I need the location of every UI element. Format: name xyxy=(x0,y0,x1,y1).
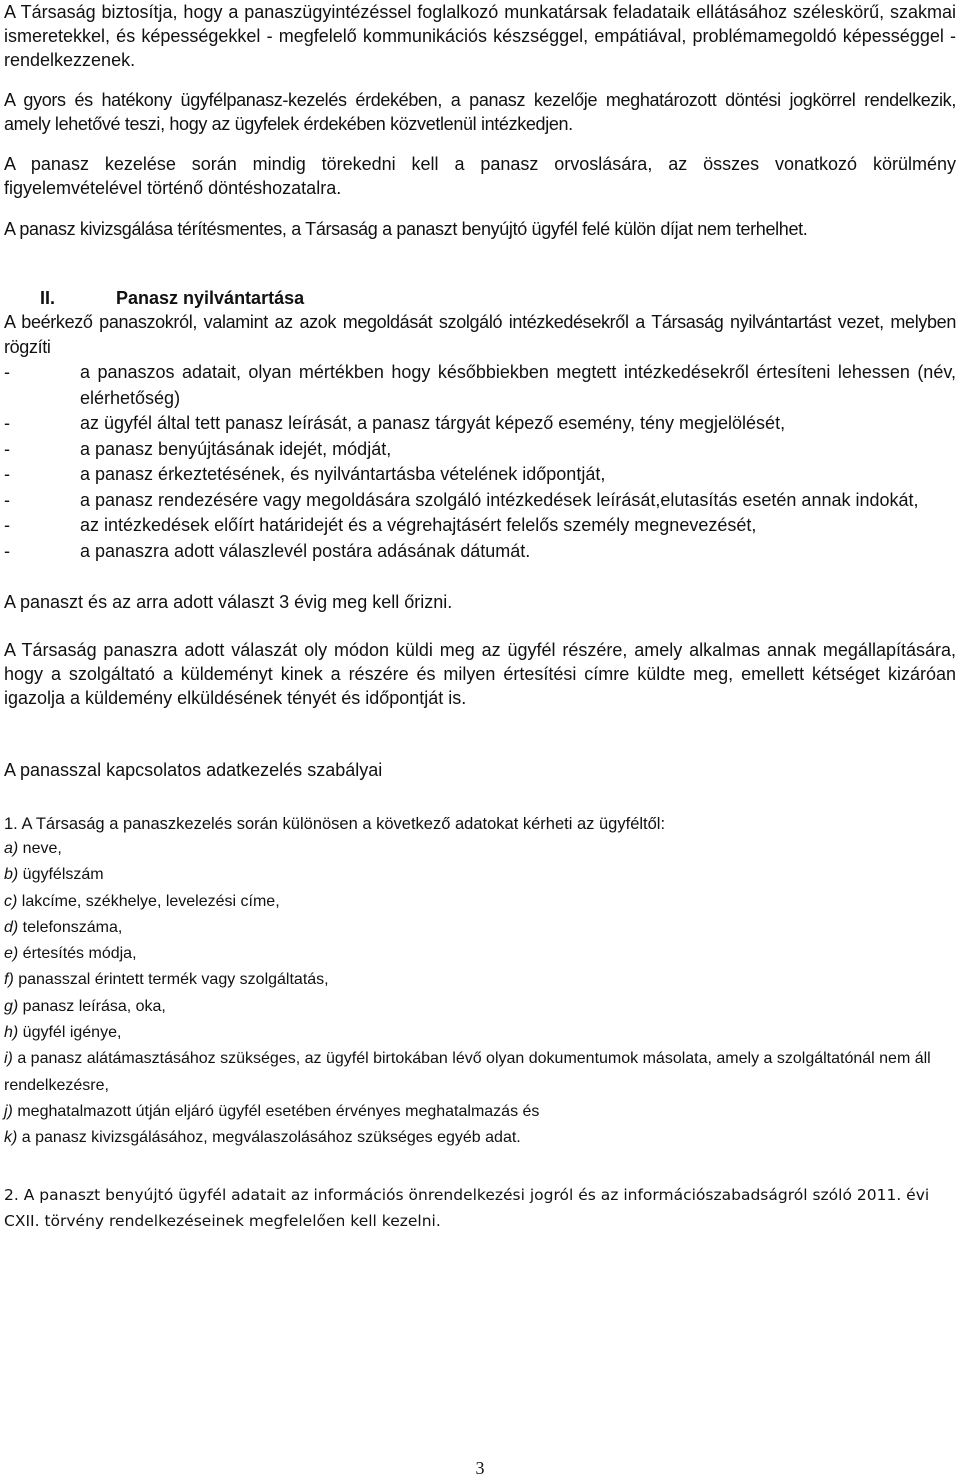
list-item: f) panasszal érintett termék vagy szolgáltatás, xyxy=(4,971,329,989)
list-item: - a panasz benyújtásának idejét, módját, xyxy=(4,438,392,459)
list-item: k) a panasz kivizsgálásához, megválaszolásához szükséges egyéb adat. xyxy=(4,1129,521,1147)
paragraph-point-2: 2. A panaszt benyújtó ügyfél adatait az információs önrendelkezési jogról és az információszabadságról szóló 2011. évi CXII. törvény rendelkezéseinek megfelelően kell kezelni. xyxy=(4,1185,930,1230)
paragraph-delivery: A Társaság panaszra adott válaszát oly módon küldi meg az ügyfél részére, amely alkalmas annak megállapítására, hogy a szolgáltató a küldeményt kinek a részére és milyen értesítési címre küldte meg, emellett kétséget kizáróan igazolja a küldemény elküldésének tényét és időpontját is. xyxy=(4,640,956,708)
data-items-list xyxy=(4,836,956,1152)
paragraph-complaint-remedy: A panasz kezelése során mindig törekedni kell a panasz orvoslására, az összes vonatkozó körülmény figyelemvételével történő döntéshozatalra. xyxy=(4,154,956,198)
section-title: Panasz nyilvántartása xyxy=(116,288,305,308)
list-item: - az intézkedések előírt határidejét és a végrehajtásért felelős személy megnevezését, xyxy=(4,515,757,535)
list-item: b) ügyfélszám xyxy=(4,866,104,884)
heading-data-rules: A panasszal kapcsolatos adatkezelés szabályai xyxy=(4,760,383,780)
registry-items-list xyxy=(4,360,956,564)
list-item: - a panaszra adott válaszlevél postára adásának dátumát. xyxy=(4,540,531,561)
list-item: h) ügyfél igénye, xyxy=(4,1024,122,1042)
section-number: II. xyxy=(40,288,56,308)
list-item: i) a panasz alátámasztásához szükséges, az ügyfél birtokában lévő olyan dokumentumok másolata, amely a szolgáltatónál nem áll rendelkezésre, xyxy=(4,1050,931,1094)
paragraph-point-1: 1. A Társaság a panaszkezelés során különösen a következő adatokat kérheti az ügyféltől: xyxy=(4,815,666,833)
list-item: c) lakcíme, székhelye, levelezési címe, xyxy=(4,892,280,910)
list-item: - a panasz rendezésére vagy megoldására szolgáló intézkedések leírását,elutasítás esetén annak indokát, xyxy=(4,489,919,510)
list-item: g) panasz leírása, oka, xyxy=(4,997,166,1015)
list-item: - a panasz érkeztetésének, és nyilvántartásba vételének időpontját, xyxy=(4,464,606,484)
paragraph-staff-competence: A Társaság biztosítja, hogy a panaszügyintézéssel foglalkozó munkatársak feladataik ellátásához széleskörű, szakmai ismeretekkel, és képességekkel - megfelelő kommunikációs készséggel, empátiával, problémamegoldó képességgel - rendelkezzenek. xyxy=(4,2,956,70)
list-item: e) értesítés módja, xyxy=(4,945,137,963)
document-page xyxy=(4,0,956,1234)
list-item: j) meghatalmazott útján eljáró ügyfél esetében érvényes meghatalmazás és xyxy=(4,1102,540,1120)
paragraph-registry-intro: A beérkező panaszokról, valamint az azok megoldását szolgáló intézkedésekről a Társaság nyilvántartást vezet, melyben rögzíti xyxy=(4,312,956,357)
paragraph-free-of-charge: A panasz kivizsgálása térítésmentes, a Társaság a panaszt benyújtó ügyfél felé külön díjat nem terhelhet. xyxy=(4,219,808,239)
paragraph-decision-authority: A gyors és hatékony ügyfélpanasz-kezelés érdekében, a panasz kezelője meghatározott döntési jogkörrel rendelkezik, amely lehetővé teszi, hogy az ügyfelek érdekében közvetlenül intézkedjen. xyxy=(4,90,956,134)
list-item: - a panaszos adatait, olyan mértékben hogy későbbiekben megtett intézkedésekről értesíteni lehessen (név, elérhetőség) xyxy=(4,362,956,408)
section-heading-registry xyxy=(4,286,956,310)
paragraph-retention: A panaszt és az arra adott választ 3 évig meg kell őrizni. xyxy=(4,592,453,612)
list-item: d) telefonszáma, xyxy=(4,918,123,936)
list-item: a) neve, xyxy=(4,840,62,857)
list-item: - az ügyfél által tett panasz leírását, a panasz tárgyát képező esemény, tény megjelölését, xyxy=(4,413,786,433)
page-number: 3 xyxy=(475,1458,485,1478)
